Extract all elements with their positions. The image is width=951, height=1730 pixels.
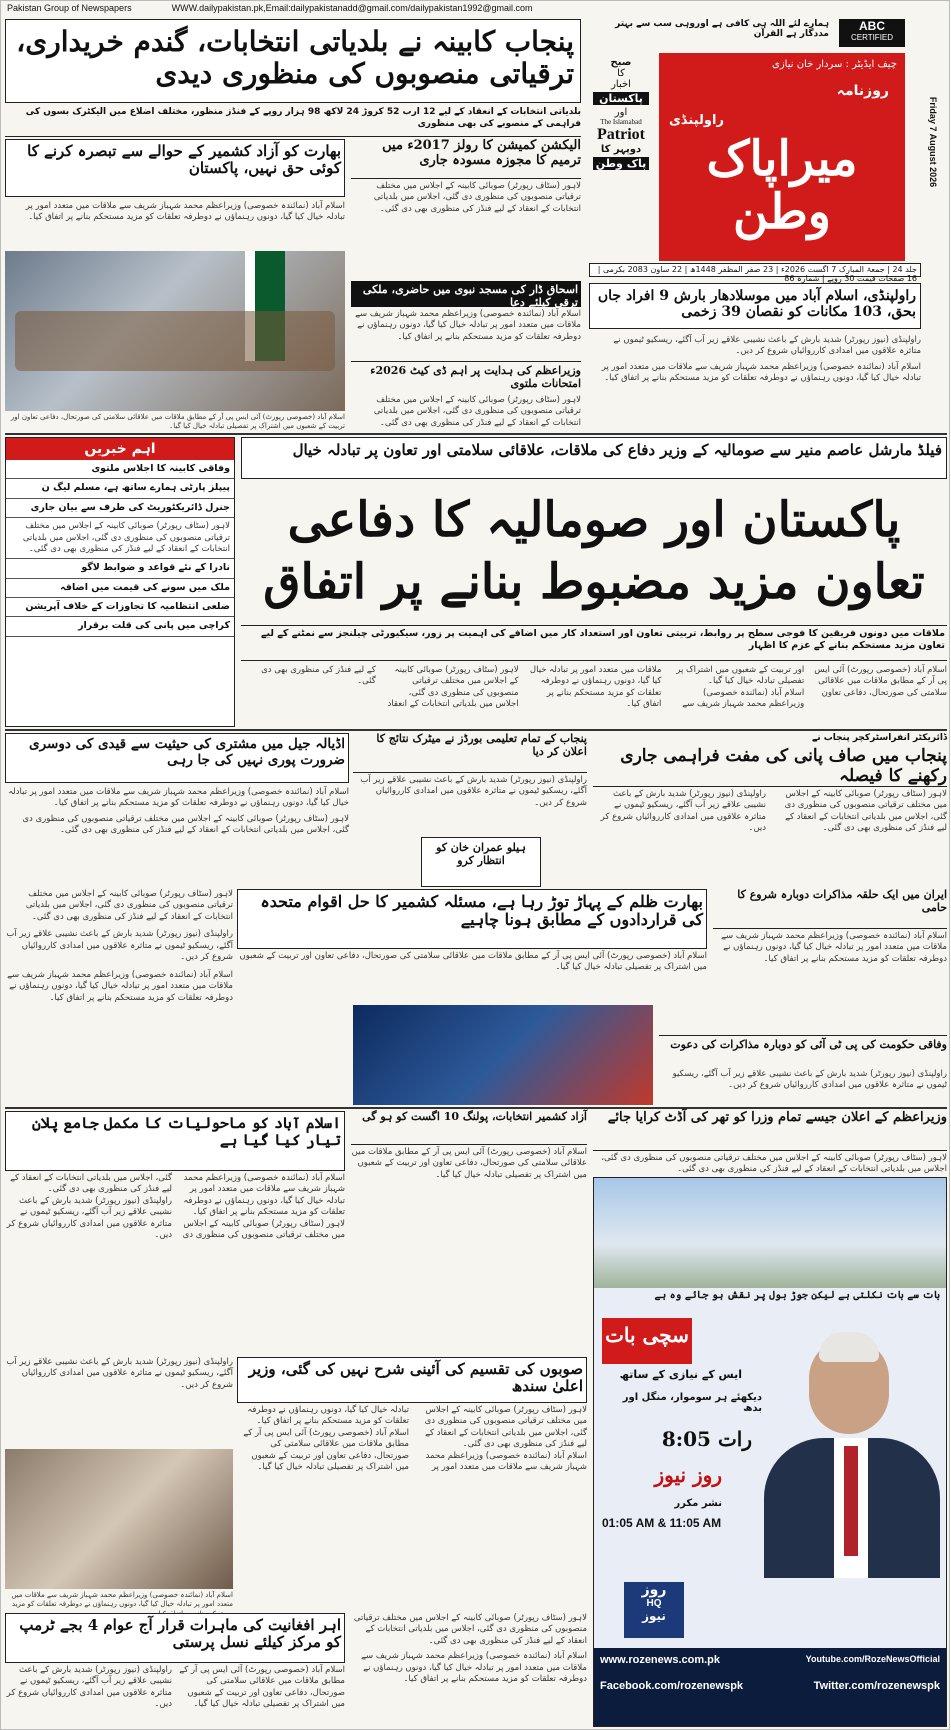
section-divider-3 (5, 1107, 947, 1109)
main-kicker: فیلڈ مارشل عاصم منیر سے صومالیہ کے وزیر دفاع کی ملاقات، علاقائی سلامتی اور تعاون پر تبادلہ خیال (241, 437, 947, 479)
social-links (594, 1648, 946, 1726)
english-date: Friday 7 August 2026 (928, 96, 938, 188)
lead-headline-cabinet: پنجاب کابینہ نے بلدیاتی انتخابات، گندم خریداری، ترقیاتی منصوبوں کی منظوری دیدی (5, 19, 581, 103)
section-divider (5, 433, 947, 435)
provinces-headline: صوبوں کی تقسیم کی آئینی شرح نہیں کی گئی، وزیر اعلیٰ سندھ (237, 1357, 587, 1403)
mdcat-headline: وزیراعظم کی ہدایت پر اہم ڈی کیٹ 2026ء امتحانات ملتوی (351, 361, 581, 395)
roz-logo: روز HQ نیوز (624, 1582, 684, 1638)
iran-headline: ایران میں ایک حلقہ مذاکرات دوبارہ شروع کا حامی (713, 889, 947, 929)
twitter-link[interactable]: Twitter.com/rozenewspk (813, 1680, 940, 1692)
islamabad-plan-headline: اسلام آباد کو ماحولیات کا مکمل جامع پلان تیار کیا گیا ہے (5, 1111, 345, 1171)
rain-story: راولپنڈی (نیوز رپورٹر) شدید بارش کے باعث نشیبی علاقے زیر آب آگئے، ریسکیو ٹیموں نے متاثرہ علاقوں میں امدادی کارروائیاں شروع کر دیں۔ اسلام آباد (نمائندہ خصوصی) وزیراعظم محمد شہباز شریف سے ملاقات میں متعدد امور پر تبادلہ خیال کیا گیا، دونوں رہنماؤں نے دوطرفہ تعلقات کو مزید مستحکم بنانے پر اتفاق کیا۔ (601, 335, 921, 384)
website-link[interactable]: www.rozenews.com.pk (600, 1654, 721, 1666)
election-rules-headline: الیکشن کمیشن کا رولز 2017ء میں ترمیم کا مجوزہ مسودہ جاری (351, 139, 581, 179)
sidebar-item: کراچی میں پانی کی قلت برقرار (6, 617, 234, 636)
sidebar-item: ملک میں سونے کی قیمت میں اضافہ (6, 579, 234, 598)
contact-line: WWW.dailypakistan.pk,Email:dailypakistanadd@gmail.com/dailypakistan1992@gmail.com (171, 3, 533, 13)
channel-name: روز نیوز (654, 1463, 722, 1487)
rain-headline: راولپنڈی، اسلام آباد میں موسلادھار بارش 9 افراد جاں بحق، 103 مکانات کو نقصان 39 زخمی (589, 283, 921, 329)
sidebar-item: ضلعی انتظامیہ کا تجاوزات کے خلاف آپریشن (6, 598, 234, 617)
paper-name: میراپاک وطن (706, 131, 858, 240)
repeat-label: نشر مکرر (674, 1498, 722, 1509)
left-mid-stories: لاہور (سٹاف رپورٹر) صوبائی کابینہ کے اجلاس میں مختلف ترقیاتی منصوبوں کی منظوری دی گئی، اجلاس میں بلدیاتی انتخابات کے انعقاد کے لیے فنڈز کی منظوری بھی دی گئی۔ راولپنڈی (نیوز رپورٹر) شدید بارش کے باعث نشیبی علاقے زیر آب آگئے، ریسکیو ٹیموں نے متاثرہ علاقوں میں امدادی کارروائیاں شروع کر دیں۔ اسلام آباد (نمائندہ خصوصی) وزیراعظم محمد شہباز شریف سے ملاقات میں متعدد امور پر تبادلہ خیال کیا گیا، دونوں رہنماؤں نے دوطرفہ تعلقات کو مزید مستحکم بنانے پر اتفاق کیا۔ (6, 889, 233, 1003)
show-host: ایس کے نیازی کے ساتھ (619, 1368, 742, 1381)
azad-kashmir-story: اسلام آباد (خصوصی رپورٹ) آئی ایس پی آر کے مطابق ملاقات میں علاقائی سلامتی کی صورتحال، دفاعی تعاون اور تربیت کے شعبوں میں اشتراک پر تفصیلی تبادلہ خیال کیا گیا۔ (351, 1147, 587, 1180)
facebook-link[interactable]: Facebook.com/rozenewspk (600, 1680, 744, 1692)
provinces-story: لاہور (سٹاف رپورٹر) صوبائی کابینہ کے اجلاس میں مختلف ترقیاتی منصوبوں کی منظوری دی گئی، اجلاس میں بلدیاتی انتخابات کے انعقاد کے لیے فنڈز کی منظوری بھی دی گئی۔ اسلام آباد (نمائندہ خصوصی) وزیراعظم محمد شہباز شریف سے ملاقات میں متعدد امور پر تبادلہ خیال کیا گیا، دونوں رہنماؤں نے دوطرفہ تعلقات کو مزید مستحکم بنانے پر اتفاق کیا۔ اسلام آباد (خصوصی رپورٹ) آئی ایس پی آر کے مطابق ملاقات میں علاقائی سلامتی کی صورتحال، دفاعی تعاون اور تربیت کے شعبوں میں اشتراک پر تفصیلی تبادلہ خیال کیا گیا۔ (243, 1405, 587, 1473)
main-headline: پاکستان اور صومالیہ کا دفاعی تعاون مزید مضبوط بنانے پر اتفاق (263, 492, 925, 611)
pm-meeting-photo (5, 251, 345, 411)
sidebar-item: نادرا کے نئے قواعد و ضوابط لاگو (6, 559, 234, 578)
bhutto-label: ہیلو عمران خان کو انتظار کرو (421, 837, 541, 887)
chief-editor: چیف ایڈیٹر : سردار خان نیازی (772, 59, 897, 70)
tv-show-ad (593, 1177, 947, 1727)
imran-headline: اڈیالہ جیل میں مشتری کی حیثیت سے قیدی کی دوسری ضرورت پوری نہیں کی جا رہی (5, 733, 349, 783)
afghan-story: اسلام آباد (خصوصی رپورٹ) آئی ایس پی آر کے مطابق ملاقات میں علاقائی سلامتی کی صورتحال، دفاعی تعاون اور تربیت کے شعبوں میں اشتراک پر تفصیلی تبادلہ خیال کیا گیا۔ راولپنڈی (نیوز رپورٹر) شدید بارش کے باعث نشیبی علاقے زیر آب آگئے، ریسکیو ٹیموں نے متاثرہ علاقوں میں امدادی کارروائیاں شروع کر دیں۔ (6, 1665, 345, 1710)
top-bar (1, 1, 951, 15)
iran-story: اسلام آباد (نمائندہ خصوصی) وزیراعظم محمد شہباز شریف سے ملاقات میں متعدد امور پر تبادلہ خیال کیا گیا، دونوں رہنماؤں نے دوطرفہ تعلقات کو مزید مستحکم بنانے پر اتفاق کیا۔ (721, 931, 947, 964)
kashmir-story: اسلام آباد (خصوصی رپورٹ) آئی ایس پی آر کے مطابق ملاقات میں علاقائی سلامتی کی صورتحال، دفاعی تعاون اور تربیت کے شعبوں میں اشتراک پر تفصیلی تبادلہ خیال کیا گیا۔ (239, 951, 707, 973)
lower-left-stories: راولپنڈی (نیوز رپورٹر) شدید بارش کے باعث نشیبی علاقے زیر آب آگئے، ریسکیو ٹیموں نے متاثرہ علاقوں میں امدادی کارروائیاں شروع کر دیں۔ (6, 1357, 233, 1390)
women-meeting-photo (5, 1449, 233, 1589)
host-portrait (764, 1328, 944, 1578)
abc-badge: ABC CERTIFIED (839, 19, 905, 47)
issue-line: جلد 24 | جمعۃ المبارک 7 اگست 2026ء | 23 صفر المظفر 1448ھ | 22 ساون 2083 بکرمی | 16 صفحات قیمت 30 روپے | شمارہ 86 (589, 263, 921, 277)
election-rules-story: لاہور (سٹاف رپورٹر) صوبائی کابینہ کے اجلاس میں مختلف ترقیاتی منصوبوں کی منظوری دی گئی، اجلاس میں بلدیاتی انتخابات کے انعقاد کے لیے فنڈز کی منظوری بھی دی گئی۔ (373, 181, 581, 214)
kashmir-headline: بھارت ظلم کے پہاڑ توڑ رہا ہے، مسئلہ کشمیر کا حل اقوام متحدہ کی قراردادوں کے مطابق ہونا چاہیے (237, 889, 707, 949)
sidebar-item-body: لاہور (سٹاف رپورٹر) صوبائی کابینہ کے اجلاس میں مختلف ترقیاتی منصوبوں کی منظوری دی گئی، اجلاس میں بلدیاتی انتخابات کے انعقاد کے لیے فنڈز کی منظوری بھی دی گئی۔ (6, 518, 234, 559)
dar-story: اسلام آباد (نمائندہ خصوصی) وزیراعظم محمد شہباز شریف سے ملاقات میں متعدد امور پر تبادلہ خیال کیا گیا، دونوں رہنماؤں نے دوطرفہ تعلقات کو مزید مستحکم بنانے پر اتفاق کیا۔ (355, 309, 581, 342)
masthead (589, 17, 919, 272)
masthead-logo (659, 53, 905, 261)
azad-kashmir-headline: آزاد کشمیر انتخابات، پولنگ 10 اگست کو ہو گی (351, 1111, 587, 1145)
city-label: راولپنڈی (669, 113, 724, 128)
matric-story: راولپنڈی (نیوز رپورٹر) شدید بارش کے باعث نشیبی علاقے زیر آب آگئے، ریسکیو ٹیموں نے متاثرہ علاقوں میں امدادی کارروائیاں شروع کر دیں۔ (360, 775, 587, 808)
tv-show-photo (353, 1005, 653, 1105)
imran-story: اسلام آباد (نمائندہ خصوصی) وزیراعظم محمد شہباز شریف سے ملاقات میں متعدد امور پر تبادلہ خیال کیا گیا، دونوں رہنماؤں نے دوطرفہ تعلقات کو مزید مستحکم بنانے پر اتفاق کیا۔ لاہور (سٹاف رپورٹر) صوبائی کابینہ کے اجلاس میں مختلف ترقیاتی منصوبوں کی منظوری دی گئی، اجلاس میں بلدیاتی انتخابات کے انعقاد کے لیے فنڈز کی منظوری بھی دی گئی۔ (8, 787, 349, 836)
date-strip (923, 17, 947, 272)
punjab-water-kicker: ڈائریکٹر انفراسٹرکچر پنجاب نے (811, 733, 947, 743)
pti-talks-headline: وفاقی حکومت کی پی ٹی آئی کو دوبارہ مذاکرات کی دعوت (659, 1035, 947, 1069)
india-story: اسلام آباد (نمائندہ خصوصی) وزیراعظم محمد شہباز شریف سے ملاقات میں متعدد امور پر تبادلہ خیال کیا گیا، دونوں رہنماؤں نے دوطرفہ تعلقات کو مزید مستحکم بنانے پر اتفاق کیا۔ (25, 201, 345, 223)
cabinet-subhead: بلدیاتی انتخابات کے انعقاد کے لیے 12 ارب 52 کروڑ 24 لاکھ 98 ہزار روپے کے فنڈز منظور، مختلف اضلاع میں الیکٹرک بسوں کی فراہمی کے منصوبے کی بھی منظوری (5, 107, 581, 137)
sidebar-title: اہم خبریں (6, 438, 234, 460)
sidebar-item: وفاقی کابینہ کا اجلاس ملتوی (6, 460, 234, 479)
photo-caption: اسلام آباد (خصوصی رپورٹ) آئی ایس پی آر کے مطابق ملاقات میں علاقائی سلامتی کی صورتحال، دفاعی تعاون اور تربیت کے شعبوں میں اشتراک پر تفصیلی تبادلہ خیال کیا گیا۔ (10, 413, 345, 431)
main-story: اسلام آباد (خصوصی رپورٹ) آئی ایس پی آر کے مطابق ملاقات میں علاقائی سلامتی کی صورتحال، دفاعی تعاون اور تربیت کے شعبوں میں اشتراک پر تفصیلی تبادلہ خیال کیا گیا۔ اسلام آباد (نمائندہ خصوصی) وزیراعظم محمد شہباز شریف سے ملاقات میں متعدد امور پر تبادلہ خیال کیا گیا، دونوں رہنماؤں نے دوطرفہ تعلقات کو مزید مستحکم بنانے پر اتفاق کیا۔ لاہور (سٹاف رپورٹر) صوبائی کابینہ کے اجلاس میں مختلف ترقیاتی منصوبوں کی منظوری دی گئی، اجلاس میں بلدیاتی انتخابات کے انعقاد کے لیے فنڈز کی منظوری بھی دی گئی۔ (261, 665, 947, 710)
afghan-headline: اہر افغانیت کی ماہرات قرار آج عوام 4 بجے ٹرمپ کو مرکز کیلئے نسل پرستی (5, 1613, 345, 1663)
bottom-centre-stories: لاہور (سٹاف رپورٹر) صوبائی کابینہ کے اجلاس میں مختلف ترقیاتی منصوبوں کی منظوری دی گئی، اجلاس میں بلدیاتی انتخابات کے انعقاد کے لیے فنڈز کی منظوری بھی دی گئی۔ اسلام آباد (نمائندہ خصوصی) وزیراعظم محمد شہباز شریف سے ملاقات میں متعدد امور پر تبادلہ خیال کیا گیا، دونوں رہنماؤں نے دوطرفہ تعلقات کو مزید مستحکم بنانے پر اتفاق کیا۔ (353, 1613, 587, 1685)
top-news-sidebar (5, 437, 235, 727)
quran-slogan: ہمارے لئے اللہ ہی کافی ہے اوروہی سب سے بہتر مددگار ہے القرآن (615, 19, 829, 39)
islamabad-plan-story: اسلام آباد (نمائندہ خصوصی) وزیراعظم محمد شہباز شریف سے ملاقات میں متعدد امور پر تبادلہ خیال کیا گیا، دونوں رہنماؤں نے دوطرفہ تعلقات کو مزید مستحکم بنانے پر اتفاق کیا۔ لاہور (سٹاف رپورٹر) صوبائی کابینہ کے اجلاس میں مختلف ترقیاتی منصوبوں کی منظوری دی گئی، اجلاس میں بلدیاتی انتخابات کے انعقاد کے لیے فنڈز کی منظوری بھی دی گئی۔ راولپنڈی (نیوز رپورٹر) شدید بارش کے باعث نشیبی علاقے زیر آب آگئے، ریسکیو ٹیموں نے متاثرہ علاقوں میں امدادی کارروائیاں شروع کر دیں۔ (6, 1173, 345, 1241)
main-subhead: ملاقات میں دونوں فریقین کا فوجی سطح پر روابط، تربیتی تعاون اور استعداد کار میں اضافے کی اہمیت پر زور، سیکیورٹی چیلنجز سے نمٹنے کے لیے تعاون مزید مستحکم بنانے کے عزم کا اظہار (241, 625, 947, 661)
parliament-image (594, 1178, 946, 1288)
india-headline: بھارت کو آزاد کشمیر کے حوالے سے تبصرہ کرنے کا کوئی حق نہیں، پاکستان (5, 139, 345, 197)
dar-headline: اسحاق ڈار کی مسجد نبوی میں حاضری، ملکی ترقی کیلئے دعا (351, 281, 581, 307)
punjab-water-story: لاہور (سٹاف رپورٹر) صوبائی کابینہ کے اجلاس میں مختلف ترقیاتی منصوبوں کی منظوری دی گئی، اجلاس میں بلدیاتی انتخابات کے انعقاد کے لیے فنڈز کی منظوری بھی دی گئی۔ راولپنڈی (نیوز رپورٹر) شدید بارش کے باعث نشیبی علاقے زیر آب آگئے، ریسکیو ٹیموں نے متاثرہ علاقوں میں امدادی کارروائیاں شروع کر دیں۔ (600, 789, 947, 834)
show-title: سچی بات (602, 1318, 692, 1364)
matric-headline: پنجاب کے تمام تعلیمی بورڈز نے میٹرک نتائج کا اعلان کر دیا (353, 733, 587, 773)
pm-audit-story: لاہور (سٹاف رپورٹر) صوبائی کابینہ کے اجلاس میں مختلف ترقیاتی منصوبوں کی منظوری دی گئی، اجلاس میں بلدیاتی انتخابات کے انعقاد کے لیے فنڈز کی منظوری بھی دی گئی۔ (601, 1153, 947, 1175)
pm-audit-headline: وزیراعظم کے اعلان جیسے تمام وزرا کو تھر کی آڈٹ کرایا جائے (593, 1111, 947, 1151)
show-time: رات 8:05 (661, 1427, 752, 1451)
show-days: دیکھئے ہر سوموار، منگل اور بدھ (622, 1392, 762, 1414)
mdcat-story: لاہور (سٹاف رپورٹر) صوبائی کابینہ کے اجلاس میں مختلف ترقیاتی منصوبوں کی منظوری دی گئی، اجلاس میں بلدیاتی انتخابات کے انعقاد کے لیے فنڈز کی منظوری بھی دی گئی۔ (373, 395, 581, 428)
sidebar-item: پیپلز پارٹی ہمارے ساتھ ہے، مسلم لیگ ن (6, 479, 234, 498)
publisher-name: Pakistan Group of Newspapers (7, 3, 132, 13)
ad-tagline: بات سے بات نکلتی ہے لیکن جوڑ بول پر نقش ہو جائے وہ ہے (654, 1290, 940, 1301)
youtube-link[interactable]: Youtube.com/RozeNewsOfficial (805, 1654, 940, 1664)
daily-label: روزنامہ (836, 83, 889, 99)
photo-caption-2: اسلام آباد (نمائندہ خصوصی) وزیراعظم محمد شہباز شریف سے ملاقات میں متعدد امور پر تبادلہ خیال کیا گیا، دونوں رہنماؤں نے دوطرفہ تعلقات کو مزید (11, 1591, 233, 1609)
repeat-times: 01:05 AM & 11:05 AM (602, 1516, 722, 1530)
section-divider-2 (5, 729, 947, 731)
pti-talks-story: راولپنڈی (نیوز رپورٹر) شدید بارش کے باعث نشیبی علاقے زیر آب آگئے، ریسکیو ٹیموں نے متاثرہ علاقوں میں امدادی کارروائیاں شروع کر دیں۔ (672, 1069, 947, 1091)
punjab-water-headline: پنجاب میں صاف پانی کی مفت فراہمی جاری رکھنے کا فیصلہ (593, 747, 947, 787)
sidebar-item: جنرل ڈائریکٹوریٹ کی طرف سے بیان جاری (6, 499, 234, 518)
sister-papers: صبح کا اخبار پاکستان اور The Islamabad Patriot دوپہر کا پاک وطن (589, 57, 653, 261)
